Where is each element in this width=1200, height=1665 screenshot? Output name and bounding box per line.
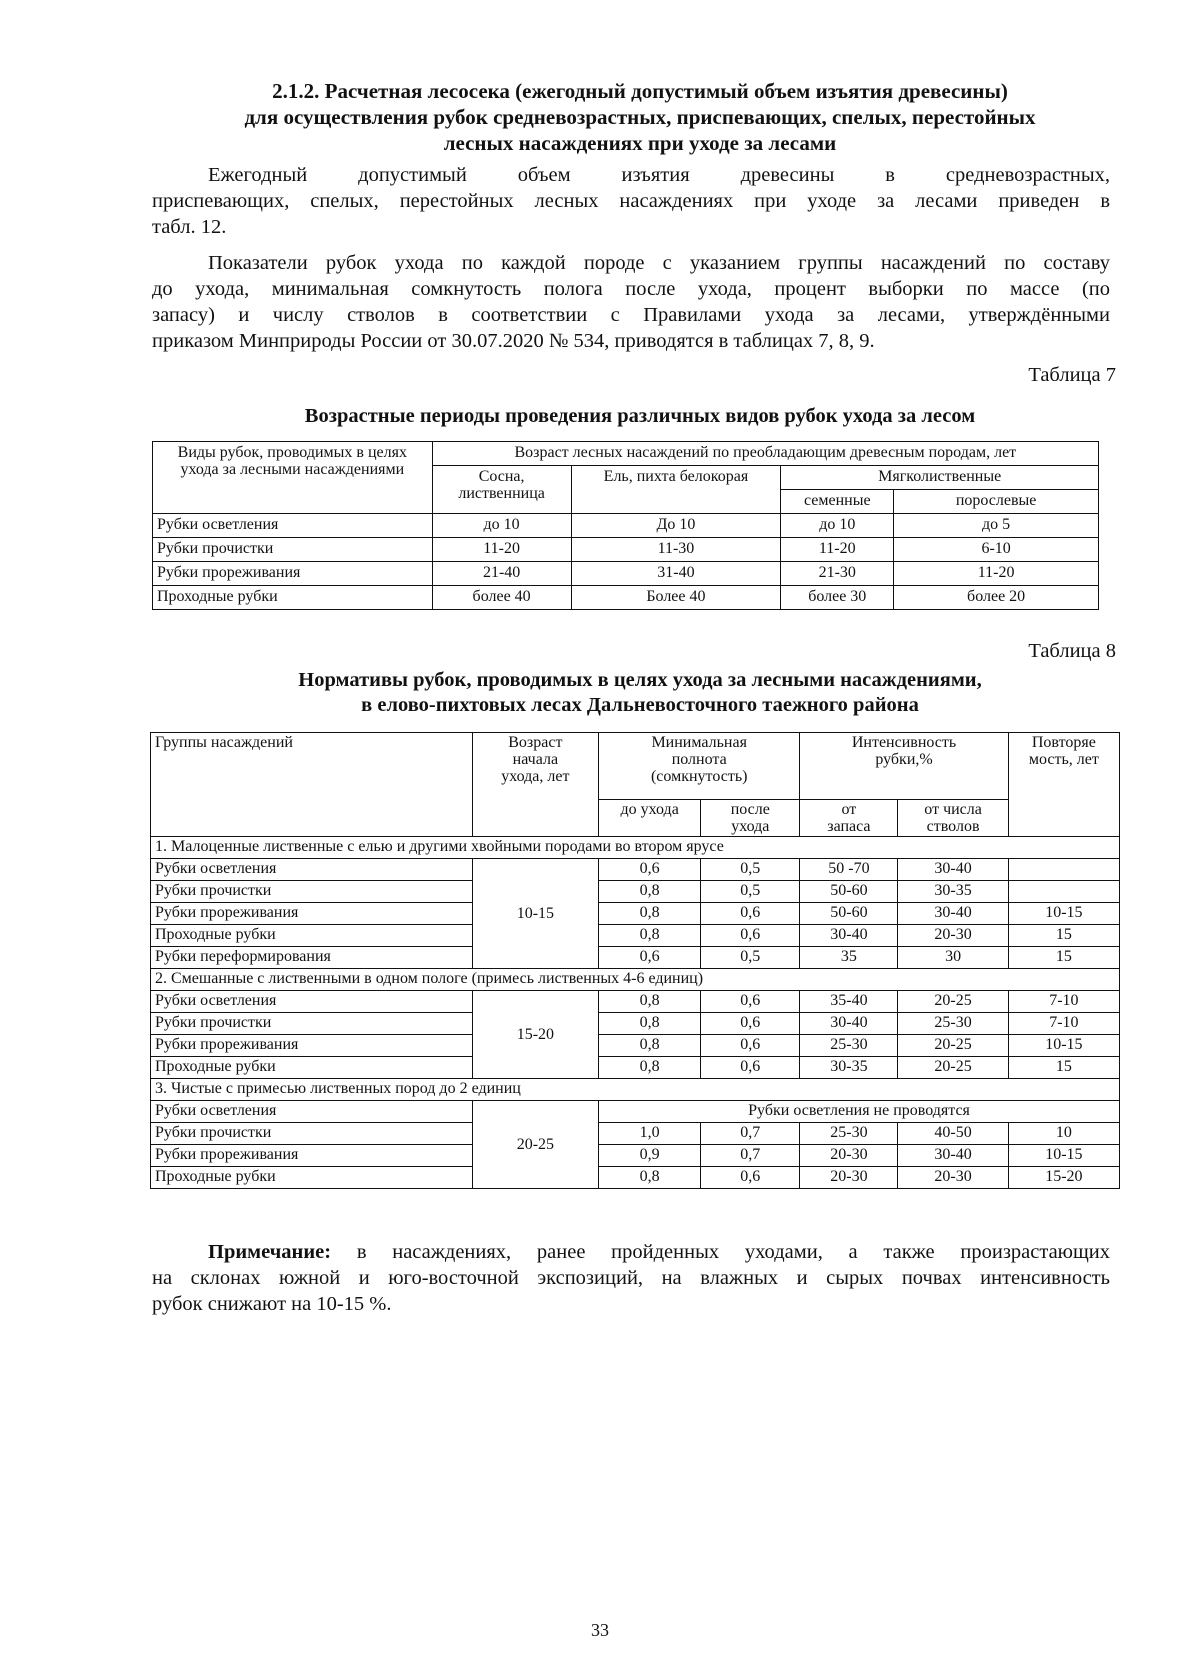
t8-cell-before: 0,8 <box>599 1013 701 1035</box>
table-row <box>153 538 1099 562</box>
t8-group-title: 1. Малоценные лиственные с елью и другими хвойными породами во втором ярусе <box>151 837 1120 859</box>
t8-cell-stock: 30-40 <box>800 925 898 947</box>
table-row <box>151 1101 1120 1123</box>
table-row <box>151 881 1120 903</box>
t8-cell-before: 0,6 <box>599 859 701 881</box>
table-row <box>151 859 1120 881</box>
t8-cell-name: Рубки осветления <box>151 1101 473 1123</box>
table-row <box>153 586 1099 610</box>
t8-cell-before: 0,6 <box>599 947 701 969</box>
t8-cell-name: Рубки прореживания <box>151 1145 473 1167</box>
table-row <box>151 1123 1120 1145</box>
t8-cell-before: 0,8 <box>599 1035 701 1057</box>
t7-cell-seed: более 30 <box>781 586 894 610</box>
t8-cell-repeat <box>1008 859 1119 881</box>
section-title <box>150 78 1130 156</box>
t8-cell-before: 0,8 <box>599 1167 701 1189</box>
t7-cell-pine: более 40 <box>432 586 571 610</box>
table-row <box>151 925 1120 947</box>
t8-cell-age: 15-20 <box>472 991 598 1079</box>
t8-cell-after: 0,7 <box>701 1123 800 1145</box>
t7-header-spruce: Ель, пихта белокорая <box>571 466 781 514</box>
t8-header-age: Возраст начала ухода, лет <box>472 733 598 837</box>
t8-cell-name: Рубки прореживания <box>151 1035 473 1057</box>
t8-header-repeat: Повторяе мость, лет <box>1008 733 1119 837</box>
t8-cell-name: Проходные рубки <box>151 1057 473 1079</box>
paragraph-line: запасу) и числу стволов в соответствии с Правилами ухода за лесами, утверждёнными <box>152 304 1110 326</box>
t7-header-coppice: порослевые <box>894 490 1099 514</box>
t8-cell-before: 0,8 <box>599 925 701 947</box>
t8-cell-stems: 20-25 <box>898 1035 1008 1057</box>
t8-cell-stems: 20-25 <box>898 991 1008 1013</box>
t8-cell-repeat: 15 <box>1008 925 1119 947</box>
t8-cell-name: Рубки прочистки <box>151 1123 473 1145</box>
table-row <box>153 514 1099 538</box>
t8-header-density: Минимальная полнота (сомкнутость) <box>599 733 800 800</box>
t8-cell-stock: 35 <box>800 947 898 969</box>
paragraph-line: до ухода, минимальная сомкнутость полога после ухода, процент выборки по массе (по <box>152 278 1110 300</box>
t8-cell-stock: 30-40 <box>800 1013 898 1035</box>
table8 <box>150 732 1120 1189</box>
table-row <box>151 1145 1120 1167</box>
t7-header-seed: семенные <box>781 490 894 514</box>
t8-header-stock: от запаса <box>800 800 898 837</box>
t7-cell-seed: 21-30 <box>781 562 894 586</box>
table-row <box>151 1057 1120 1079</box>
t8-cell-stock: 20-30 <box>800 1167 898 1189</box>
t8-group-title: 3. Чистые с примесью лиственных пород до 2 единиц <box>151 1079 1120 1101</box>
t7-cell-coppice: более 20 <box>894 586 1099 610</box>
t8-cell-before: 0,8 <box>599 903 701 925</box>
paragraph-line: Показатели рубок ухода по каждой породе с указанием группы насаждений по составу <box>208 252 1110 274</box>
t7-cell-coppice: 11-20 <box>894 562 1099 586</box>
table-row <box>151 947 1120 969</box>
t7-cell-name: Рубки прореживания <box>153 562 433 586</box>
t8-cell-after: 0,6 <box>701 1035 800 1057</box>
t8-header-before: до ухода <box>599 800 701 837</box>
t8-cell-repeat: 15-20 <box>1008 1167 1119 1189</box>
t8-header-intensity: Интенсивность рубки,% <box>800 733 1008 800</box>
t8-cell-age: 10-15 <box>472 859 598 969</box>
paragraph-line: табл. 12. <box>152 216 227 238</box>
t8-cell-after: 0,5 <box>701 881 800 903</box>
t7-cell-spruce: 11-30 <box>571 538 781 562</box>
t8-cell-before: 0,9 <box>599 1145 701 1167</box>
t7-cell-seed: 11-20 <box>781 538 894 562</box>
t8-cell-after: 0,5 <box>701 947 800 969</box>
t8-cell-repeat: 10-15 <box>1008 1035 1119 1057</box>
t8-cell-after: 0,6 <box>701 1057 800 1079</box>
t8-cell-stock: 35-40 <box>800 991 898 1013</box>
table8-caption-line: в елово-пихтовых лесах Дальневосточного таежного района <box>361 694 919 716</box>
paragraph-1 <box>152 162 1110 240</box>
t8-cell-name: Рубки осветления <box>151 991 473 1013</box>
t7-cell-name: Рубки прочистки <box>153 538 433 562</box>
table7-caption: Возрастные периоды проведения различных видов рубок ухода за лесом <box>304 405 976 427</box>
note-text: в насаждениях, ранее пройденных уходами, а также произрастающих <box>331 1241 1110 1263</box>
section-title-line: для осуществления рубок средневозрастных, приспевающих, спелых, перестойных <box>244 105 1036 129</box>
table-row <box>151 1035 1120 1057</box>
t8-cell-stems: 20-30 <box>898 1167 1008 1189</box>
t8-group-title: 2. Смешанные с лиственными в одном пологе (примесь лиственных 4-6 единиц) <box>151 969 1120 991</box>
table-row <box>151 903 1120 925</box>
t8-cell-stock: 30-35 <box>800 1057 898 1079</box>
table-row <box>153 562 1099 586</box>
t8-cell-stems: 25-30 <box>898 1013 1008 1035</box>
t8-cell-repeat <box>1008 881 1119 903</box>
t8-cell-stock: 25-30 <box>800 1123 898 1145</box>
t7-cell-name: Проходные рубки <box>153 586 433 610</box>
t8-cell-age: 20-25 <box>472 1101 598 1189</box>
table8-caption-line: Нормативы рубок, проводимых в целях ухода за лесными насаждениями, <box>298 669 982 691</box>
t8-cell-stock: 50-60 <box>800 881 898 903</box>
table8-label: Таблица 8 <box>1028 640 1116 662</box>
t8-cell-after: 0,7 <box>701 1145 800 1167</box>
t7-cell-seed: до 10 <box>781 514 894 538</box>
t8-cell-repeat: 10-15 <box>1008 903 1119 925</box>
note-line: рубок снижают на 10-15 %. <box>152 1293 392 1315</box>
t8-cell-name: Проходные рубки <box>151 1167 473 1189</box>
t7-cell-spruce: Более 40 <box>571 586 781 610</box>
t8-cell-name: Проходные рубки <box>151 925 473 947</box>
section-title-line: лесных насаждениях при уходе за лесами <box>443 131 837 155</box>
t8-cell-name: Рубки переформирования <box>151 947 473 969</box>
t8-cell-before: 0,8 <box>599 991 701 1013</box>
t7-header-kind: Виды рубок, проводимых в целях ухода за лесными насаждениями <box>153 442 433 514</box>
t7-cell-pine: до 10 <box>432 514 571 538</box>
t8-cell-after: 0,6 <box>701 1167 800 1189</box>
t7-header-soft: Мягколиственные <box>781 466 1099 490</box>
t8-cell-stock: 20-30 <box>800 1145 898 1167</box>
t8-cell-repeat: 7-10 <box>1008 1013 1119 1035</box>
t8-cell-stems: 30-40 <box>898 1145 1008 1167</box>
t8-cell-repeat: 15 <box>1008 1057 1119 1079</box>
t8-cell-repeat: 10 <box>1008 1123 1119 1145</box>
t7-cell-spruce: До 10 <box>571 514 781 538</box>
t8-cell-after: 0,6 <box>701 1013 800 1035</box>
table-row <box>151 991 1120 1013</box>
t8-cell-stock: 50 -70 <box>800 859 898 881</box>
t8-cell-after: 0,5 <box>701 859 800 881</box>
t8-header-stems: от числа стволов <box>898 800 1008 837</box>
t7-cell-pine: 21-40 <box>432 562 571 586</box>
t8-cell-stems: 20-25 <box>898 1057 1008 1079</box>
section-title-line: 2.1.2. Расчетная лесосека (ежегодный допустимый объем изъятия древесины) <box>272 79 1008 103</box>
t8-cell-stems: 30 <box>898 947 1008 969</box>
t8-cell-stems: 20-30 <box>898 925 1008 947</box>
t7-cell-coppice: 6-10 <box>894 538 1099 562</box>
t8-cell-repeat: 15 <box>1008 947 1119 969</box>
table-row <box>151 1013 1120 1035</box>
table-row <box>151 1167 1120 1189</box>
table8-note <box>152 1239 1110 1317</box>
t8-cell-stems: 30-40 <box>898 903 1008 925</box>
paragraph-2 <box>152 250 1110 354</box>
t8-cell-before: 1,0 <box>599 1123 701 1145</box>
t8-cell-repeat: 7-10 <box>1008 991 1119 1013</box>
t8-cell-repeat: 10-15 <box>1008 1145 1119 1167</box>
table7-label: Таблица 7 <box>1028 364 1116 386</box>
t8-cell-stems: 30-40 <box>898 859 1008 881</box>
page-number: 33 <box>591 1620 609 1640</box>
paragraph-line: приказом Минприроды России от 30.07.2020 № 534, приводятся в таблицах 7, 8, 9. <box>152 330 875 352</box>
paragraph-line: приспевающих, спелых, перестойных лесных насаждениях при уходе за лесами приведен в <box>152 190 1110 212</box>
note-label: Примечание: <box>208 1241 332 1263</box>
t8-cell-name: Рубки прочистки <box>151 1013 473 1035</box>
t8-cell-before: 0,8 <box>599 881 701 903</box>
t8-cell-name: Рубки осветления <box>151 859 473 881</box>
t8-cell-stems: 30-35 <box>898 881 1008 903</box>
t8-cell-name: Рубки прочистки <box>151 881 473 903</box>
t7-cell-pine: 11-20 <box>432 538 571 562</box>
t8-cell-after: 0,6 <box>701 925 800 947</box>
t8-header-groups: Группы насаждений <box>151 733 473 837</box>
t8-cell-after: 0,6 <box>701 903 800 925</box>
table8-caption <box>150 668 1130 718</box>
t8-cell-no-cut: Рубки осветления не проводятся <box>599 1101 1120 1123</box>
t7-cell-name: Рубки осветления <box>153 514 433 538</box>
t7-cell-coppice: до 5 <box>894 514 1099 538</box>
t8-cell-name: Рубки прореживания <box>151 903 473 925</box>
t7-header-age-group: Возраст лесных насаждений по преобладающим древесным породам, лет <box>432 442 1098 466</box>
t8-cell-stems: 40-50 <box>898 1123 1008 1145</box>
note-line: на склонах южной и юго-восточной экспозиций, на влажных и сырых почвах интенсивность <box>152 1267 1110 1289</box>
t8-cell-stock: 25-30 <box>800 1035 898 1057</box>
t7-header-pine: Сосна, лиственница <box>432 466 571 514</box>
note-line <box>152 1239 1110 1265</box>
paragraph-line: Ежегодный допустимый объем изъятия древесины в средневозрастных, <box>208 164 1110 186</box>
t7-cell-spruce: 31-40 <box>571 562 781 586</box>
t8-cell-before: 0,8 <box>599 1057 701 1079</box>
t8-header-after: после ухода <box>701 800 800 837</box>
table7 <box>152 441 1099 610</box>
t8-cell-after: 0,6 <box>701 991 800 1013</box>
t8-cell-stock: 50-60 <box>800 903 898 925</box>
